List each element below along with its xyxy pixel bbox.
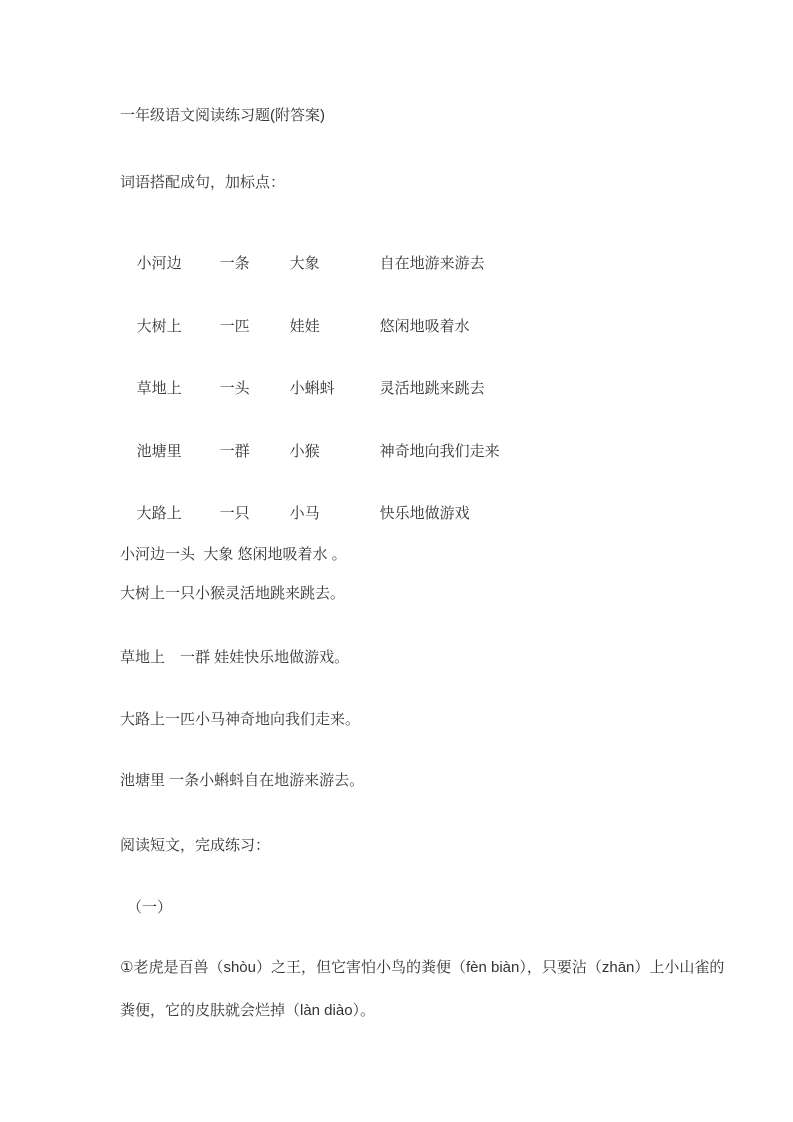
match-subject: 大象 [289,255,320,272]
match-row [120,359,485,419]
passage-number-label: （一） [127,899,173,916]
answer-line: 大路上一匹小马神奇地向我们走来。 [120,711,361,728]
match-place: 小河边 [136,255,182,272]
doc-title: 一年级语文阅读练习题(附答案) [120,107,325,124]
passage-line: ①老虎是百兽（shòu）之王，但它害怕小鸟的粪便（fèn biàn），只要沾（zhān）上小山雀的 [120,959,725,976]
match-action: 神奇地向我们走来 [379,443,500,460]
match-row [120,297,470,357]
match-place: 池塘里 [136,443,182,460]
match-action: 悠闲地吸着水 [379,318,470,335]
match-subject: 娃娃 [289,318,320,335]
match-subject: 小马 [289,505,320,522]
passage-line: 粪便，它的皮肤就会烂掉（làn diào）。 [120,1002,376,1019]
match-action: 快乐地做游戏 [379,505,470,522]
match-place: 大路上 [136,505,182,522]
answer-line: 小河边一头 大象 悠闲地吸着水 。 [120,546,347,563]
answer-line: 池塘里 一条小蝌蚪自在地游来游去。 [120,772,365,789]
section2-heading: 阅读短文，完成练习： [120,837,271,854]
match-measure: 一条 [219,255,250,272]
section1-heading: 词语搭配成句，加标点： [120,174,286,191]
match-row [120,484,470,544]
match-row [120,234,485,294]
match-subject: 小蝌蚪 [289,380,335,397]
match-subject: 小猴 [289,443,320,460]
answer-line: 草地上 一群 娃娃快乐地做游戏。 [120,649,350,666]
answer-line: 大树上一只小猴灵活地跳来跳去。 [120,585,346,602]
match-action: 自在地游来游去 [379,255,485,272]
match-action: 灵活地跳来跳去 [379,380,485,397]
match-place: 草地上 [136,380,182,397]
match-place: 大树上 [136,318,182,335]
match-measure: 一头 [219,380,250,397]
match-row [120,422,500,482]
match-measure: 一匹 [219,318,250,335]
match-measure: 一只 [219,505,250,522]
match-measure: 一群 [219,443,250,460]
